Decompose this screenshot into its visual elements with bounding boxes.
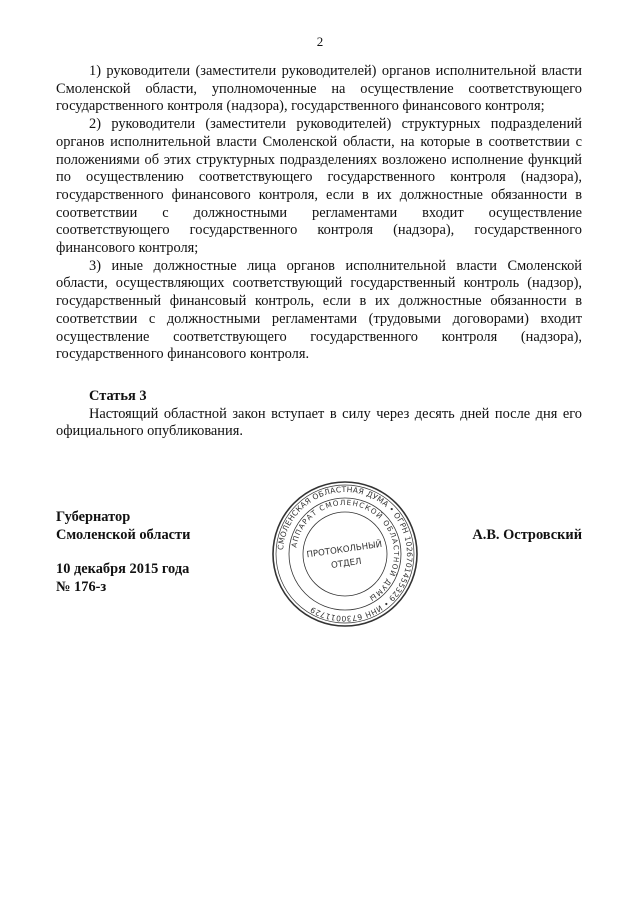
signing-details	[56, 560, 189, 596]
article-text: Настоящий областной закон вступает в силу через десять дней после дня его официального опубликования.	[56, 405, 582, 440]
stamp-center-line-1: ПРОТОКОЛЬНЫЙ	[306, 539, 383, 561]
position-line-1: Губернатор	[56, 509, 131, 525]
stamp-center-line-2: ОТДЕЛ	[330, 556, 363, 571]
article-title: Статья 3	[89, 387, 147, 404]
document-body	[56, 63, 582, 441]
list-item-2: 2) руководители (заместители руководителей) структурных подразделений органов исполнительной власти Смоленской области, на которые в соответствии с положениями об этих структурных подразделениях возложено исполнение функций по осуществлению соответствующего государственного контроля (надзора), государственного финансового контроля, если в их должностные обязанности в соответствии с должностными регламентами входит осуществление соответствующего государственного контроля (надзора), государственного финансового контроля;	[56, 116, 582, 257]
stamp-outer-text: СМОЛЕНСКАЯ ОБЛАСТНАЯ ДУМА • ОГРН 1026701455329 • ИНН 6730011729	[276, 484, 415, 624]
list-item-3: 3) иные должностные лица органов исполнительной власти Смоленской области, осуществляющих соответствующий государственный контроль (надзор), государственный финансовый контроль, если в их должностные обязанности в соответствии с должностными регламентами (трудовыми договорами) входит осуществление соответствующего государственного контроля (надзора), государственного финансового контроля.	[56, 257, 582, 363]
list-item-1: 1) руководители (заместители руководителей) органов исполнительной власти Смоленской области, уполномоченные на осуществление соответствующего государственного контроля (надзора), государственного финансового контроля;	[56, 63, 582, 115]
position-line-2: Смоленской области	[56, 527, 191, 543]
official-stamp	[270, 479, 420, 629]
stamp-inner-text: АППАРАТ СМОЛЕНСКОЙ ОБЛАСТНОЙ ДУМЫ	[289, 497, 402, 604]
signing-date: 10 декабря 2015 года	[56, 561, 190, 577]
signatory-name: А.В. Островский	[472, 527, 582, 543]
page-number: 2	[316, 34, 324, 49]
law-number: № 176-з	[56, 579, 107, 595]
signatory-position	[56, 508, 190, 544]
